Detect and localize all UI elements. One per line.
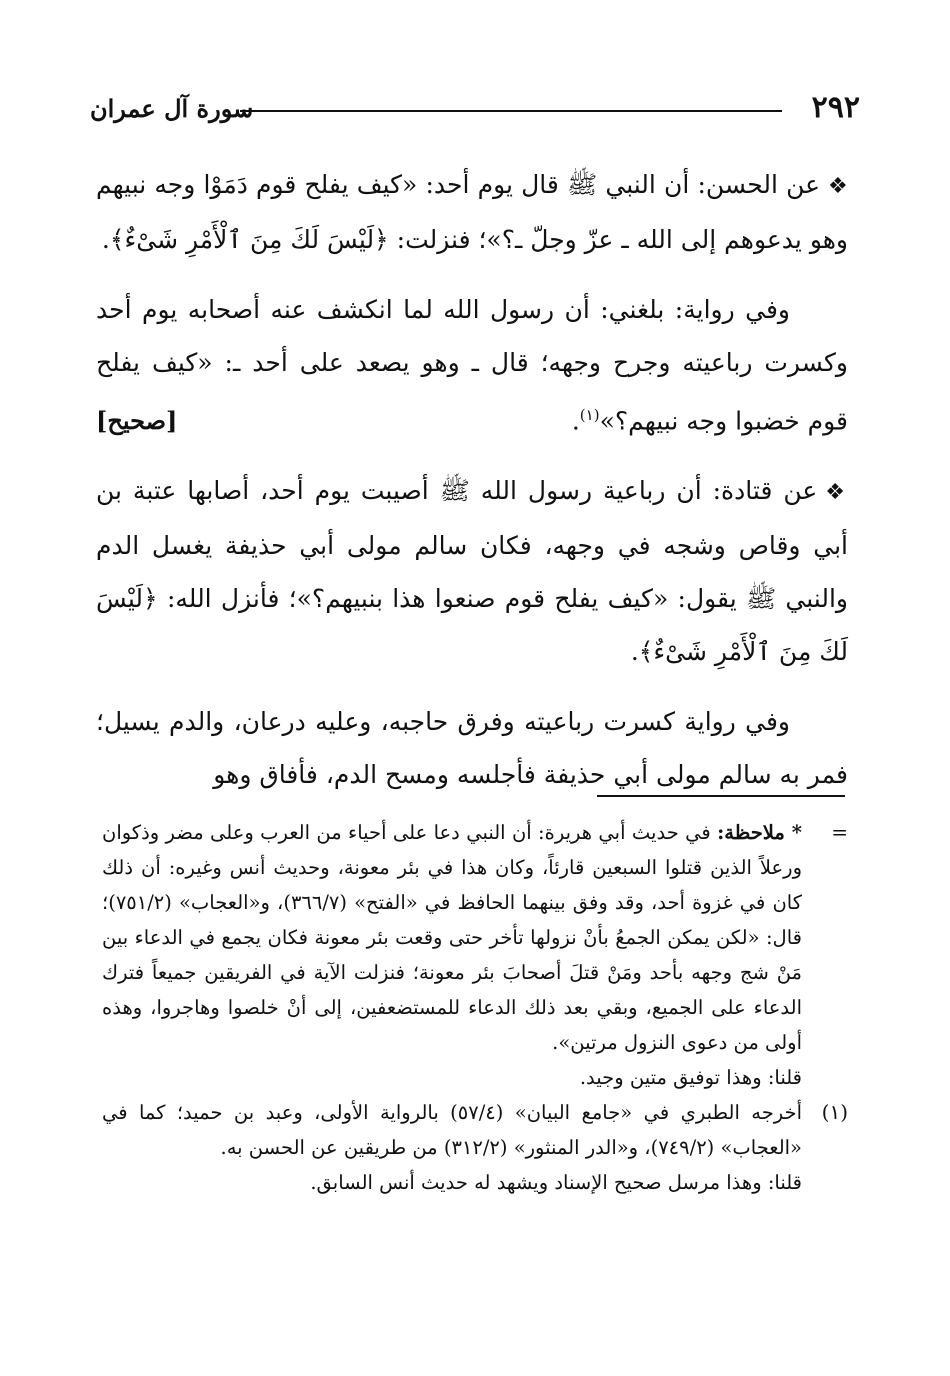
footnote-text: أخرجه الطبري في «جامع البيان» (٥٧/٤) بالرواية الأولى، وعبد بن حميد؛ كما في «العجاب» (٧٤٩/٢)، و«الدر المنثور» (٣١٢/٢) من طريقين عن الحسن به. (102, 1101, 802, 1159)
header-rule (240, 110, 782, 112)
paragraph-qatada (96, 464, 848, 678)
paragraph-riwaya-2 (96, 695, 848, 801)
footnote-1 (102, 1095, 848, 1165)
footnote-comment: قلنا: وهذا توفيق متين وجيد. (579, 1066, 802, 1089)
surah-title: سورة آل عمران (90, 94, 254, 123)
paragraph-marker-icon: ❖ (828, 174, 848, 199)
page-header (90, 90, 860, 130)
paragraph-hasan (96, 158, 848, 266)
footnote-number: (١) (821, 1100, 848, 1124)
footnotes (102, 815, 848, 1200)
page-number: ٢٩٢ (811, 90, 860, 125)
footnote-separator (597, 795, 845, 797)
footnote-continued-mark: = (831, 820, 848, 844)
paragraph-text: عن قتادة: أن رباعية رسول الله ﷺ أصيبت يوم أحد، أصابها عتبة بن أبي وقاص وشجه في وجهه، فكان سالم مولى أبي حذيفة يغسل الدم والنبي ﷺ يقول: «كيف يفلح قوم صنعوا هذا بنبيهم؟»؛ فأنزل الله: ﴿لَيْسَ لَكَ مِنَ ٱلْأَمْرِ شَىْءٌ﴾. (96, 476, 848, 667)
note-label: * ملاحظة: (717, 821, 802, 844)
paragraph-text: وفي رواية كسرت رباعيته وفرق حاجبه، وعليه درعان، والدم يسيل؛ فمر به سالم مولى أبي حذيفة فأجلسه ومسح الدم، فأفاق وهو (96, 707, 848, 790)
paragraph-text: وفي رواية: بلغني: أن رسول الله لما انكشف عنه أصحابه يوم أحد وكسرت رباعيته وجرح وجهه؛ قال ـ وهو يصعد على أحد ـ: «كيف يفلح قوم خضبوا وجه نبيهم؟» (96, 295, 848, 436)
footnote-comment: قلنا: وهذا مرسل صحيح الإسناد ويشهد له حديث أنس السابق. (310, 1171, 802, 1194)
paragraph-riwaya-1 (96, 283, 848, 447)
main-text (96, 158, 848, 818)
footnote-continued (102, 815, 848, 1060)
grade-label: [صحيح] (96, 406, 178, 436)
paragraph-end: . (571, 406, 580, 436)
paragraph-marker-icon: ❖ (825, 480, 848, 506)
paragraph-text: عن الحسن: أن النبي ﷺ قال يوم أحد: «كيف يفلح قوم دَمَوْا وجه نبيهم وهو يدعوهم إلى الله ـ عزّ وجلّ ـ؟»؛ فنزلت: ﴿لَيْسَ لَكَ مِنَ ٱلْأَمْرِ شَىْءٌ﴾. (96, 170, 848, 254)
footnote-text: في حديث أبي هريرة: أن النبي دعا على أحياء من العرب وعلى مضر وذكوان ورعلاً الذين قتلوا السبعين قارئاً، وكان هذا في بئر معونة، وحديث أنس وغيره: أن ذلك كان في غزوة أحد، وقد وفق بينهما الحافظ في «الفتح» (٣٦٦/٧)، و«العجاب» (٧٥١/٢)؛ قال: «لكن يمكن الجمعُ بأنْ نزولها تأخر حتى وقعت بئر معونة فكان يجمع في الدعاء بين مَنْ شج وجهه بأحد ومَنْ قتلَ أصحابَ بئر معونة؛ فنزلت الآية في الفريقين جميعاً فترك الدعاء على الجميع، وبقي بعد ذلك الدعاء للمستضعفين، إلى أنْ خلصوا وهاجروا، وهذه أولى من دعوى النزول مرتين». (102, 821, 802, 1054)
footnote-ref[interactable]: (١) (579, 406, 600, 424)
